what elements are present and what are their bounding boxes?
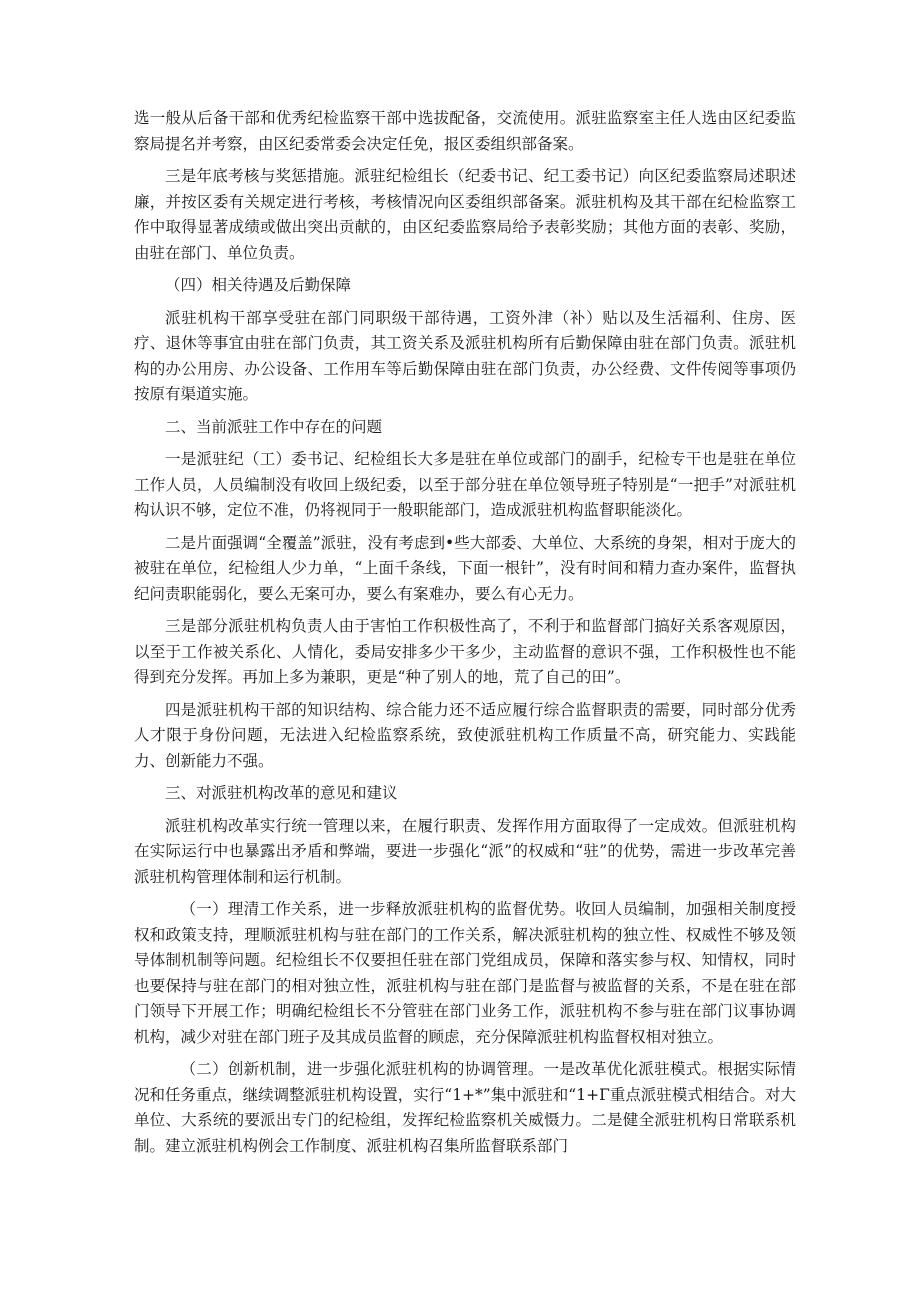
paragraph-8: 派驻机构改革实行统一管理以来，在履行职责、发挥作用方面取得了一定成效。但派驻机构在实际运行中也暴露出矛盾和弊端，要进一步强化“派”的权威和“驻”的优势，需进一步改革完善派驻机构管理体制和运行机制。 <box>134 816 796 886</box>
paragraph-3: 派驻机构干部享受驻在部门同职级干部待遇，工资外津（补）贴以及生活福利、住房、医疗、退休等事宜由驻在部门负责，其工资关系及派驻机构所有后勤保障由驻在部门负责。派驻机构的办公用房、办公设备、工作用车等后勤保障由驻在部门负责，办公经费、文件传阅等事项仍按原有渠道实施。 <box>134 308 796 403</box>
paragraph-5: 二是片面强调“全覆盖”派驻，没有考虑到•些大部委、大单位、大系统的身架，相对于庞大的被驻在单位，纪检组人少力单，“上面千条线，下面一根针”，没有时间和精力查办案件，监督执纪问责职能弱化，要么无案可办，要么有案难办，要么有心无力。 <box>134 533 796 603</box>
section-heading-4: （四）相关待遇及后勤保障 <box>165 276 352 294</box>
paragraph-6: 三是部分派驻机构负责人由于害怕工作积极性高了，不利于和监督部门搞好关系客观原因，以至于工作被关系化、人情化，委局安排多少干多少，主动监督的意识不强，工作积极性也不能得到充分发挥。再加上多为兼职，更是“种了别人的地，荒了自己的田”。 <box>134 617 796 686</box>
paragraph-7: 四是派驻机构干部的知识结构、综合能力还不适应履行综合监督职责的需要，同时部分优秀人才限于身份问题，无法进入纪检监察系统，致使派驻机构工作质量不高，研究能力、实践能力、创新能力不强。 <box>134 700 796 770</box>
paragraph-1: 选一般从后备干部和优秀纪检监察干部中选拔配备，交流使用。派驻监察室主任人选由区纪委监察局提名并考察，由区纪委常委会决定任免，报区委组织部备案。 <box>134 109 796 153</box>
paragraph-2: 三是年底考核与奖惩措施。派驻纪检组长（纪委书记、纪工委书记）向区纪委监察局述职述廉，并按区委有关规定进行考核，考核情况向区委组织部备案。派驻机构及其干部在纪检监察工作中取得显著成绩或做出突出贡献的，由区纪委监察局给予表彰奖励；其他方面的表彰、奖励，由驻在部门、单位负责。 <box>134 167 796 262</box>
paragraph-4: 一是派驻纪（工）委书记、纪检组长大多是驻在单位或部门的副手，纪检专干也是驻在单位工作人员，人员编制没有收回上级纪委，以至于部分驻在单位领导班子特别是“一把手”对派驻机构认识不够，定位不准，仍将视同于一般职能部门，造成派驻机构监督职能淡化。 <box>134 450 796 519</box>
section-heading-3: 三、对派驻机构改革的意见和建议 <box>165 784 398 802</box>
paragraph-10: （二）创新机制，进一步强化派驻机构的协调管理。一是改革优化派驻模式。根据实际情况和任务重点，继续调整派驻机构设置，实行“1+*”集中派驻和“1+Γ重点派驻模式相结合。对大单位、大系统的要派出专门的纪检组，发挥纪检监察机关威慑力。二是健全派驻机构日常联系机制。建立派驻机构例会工作制度、派驻机构召集所监督联系部门 <box>134 1060 796 1155</box>
paragraph-9: （一）理清工作关系，进一步释放派驻机构的监督优势。收回人员编制，加强相关制度授权和政策支持，理顺派驻机构与驻在部门的工作关系，解决派驻机构的独立性、权威性不够及领导体制机制等问题。纪检组长不仅要担任驻在部门党组成员，保障和落实参与权、知情权，同时也要保持与驻在部门的相对独立性，派驻机构与驻在部门是监督与被监督的关系，不是在驻在部门领导下开展工作；明确纪检组长不分管驻在部门业务工作，派驻机构不参与驻在部门议事协调机构，减少对驻在部门班子及其成员监督的顾虑，充分保障派驻机构监督权相对独立。 <box>134 900 796 1046</box>
section-heading-2: 二、当前派驻工作中存在的问题 <box>165 417 383 436</box>
document-page <box>134 106 796 1166</box>
